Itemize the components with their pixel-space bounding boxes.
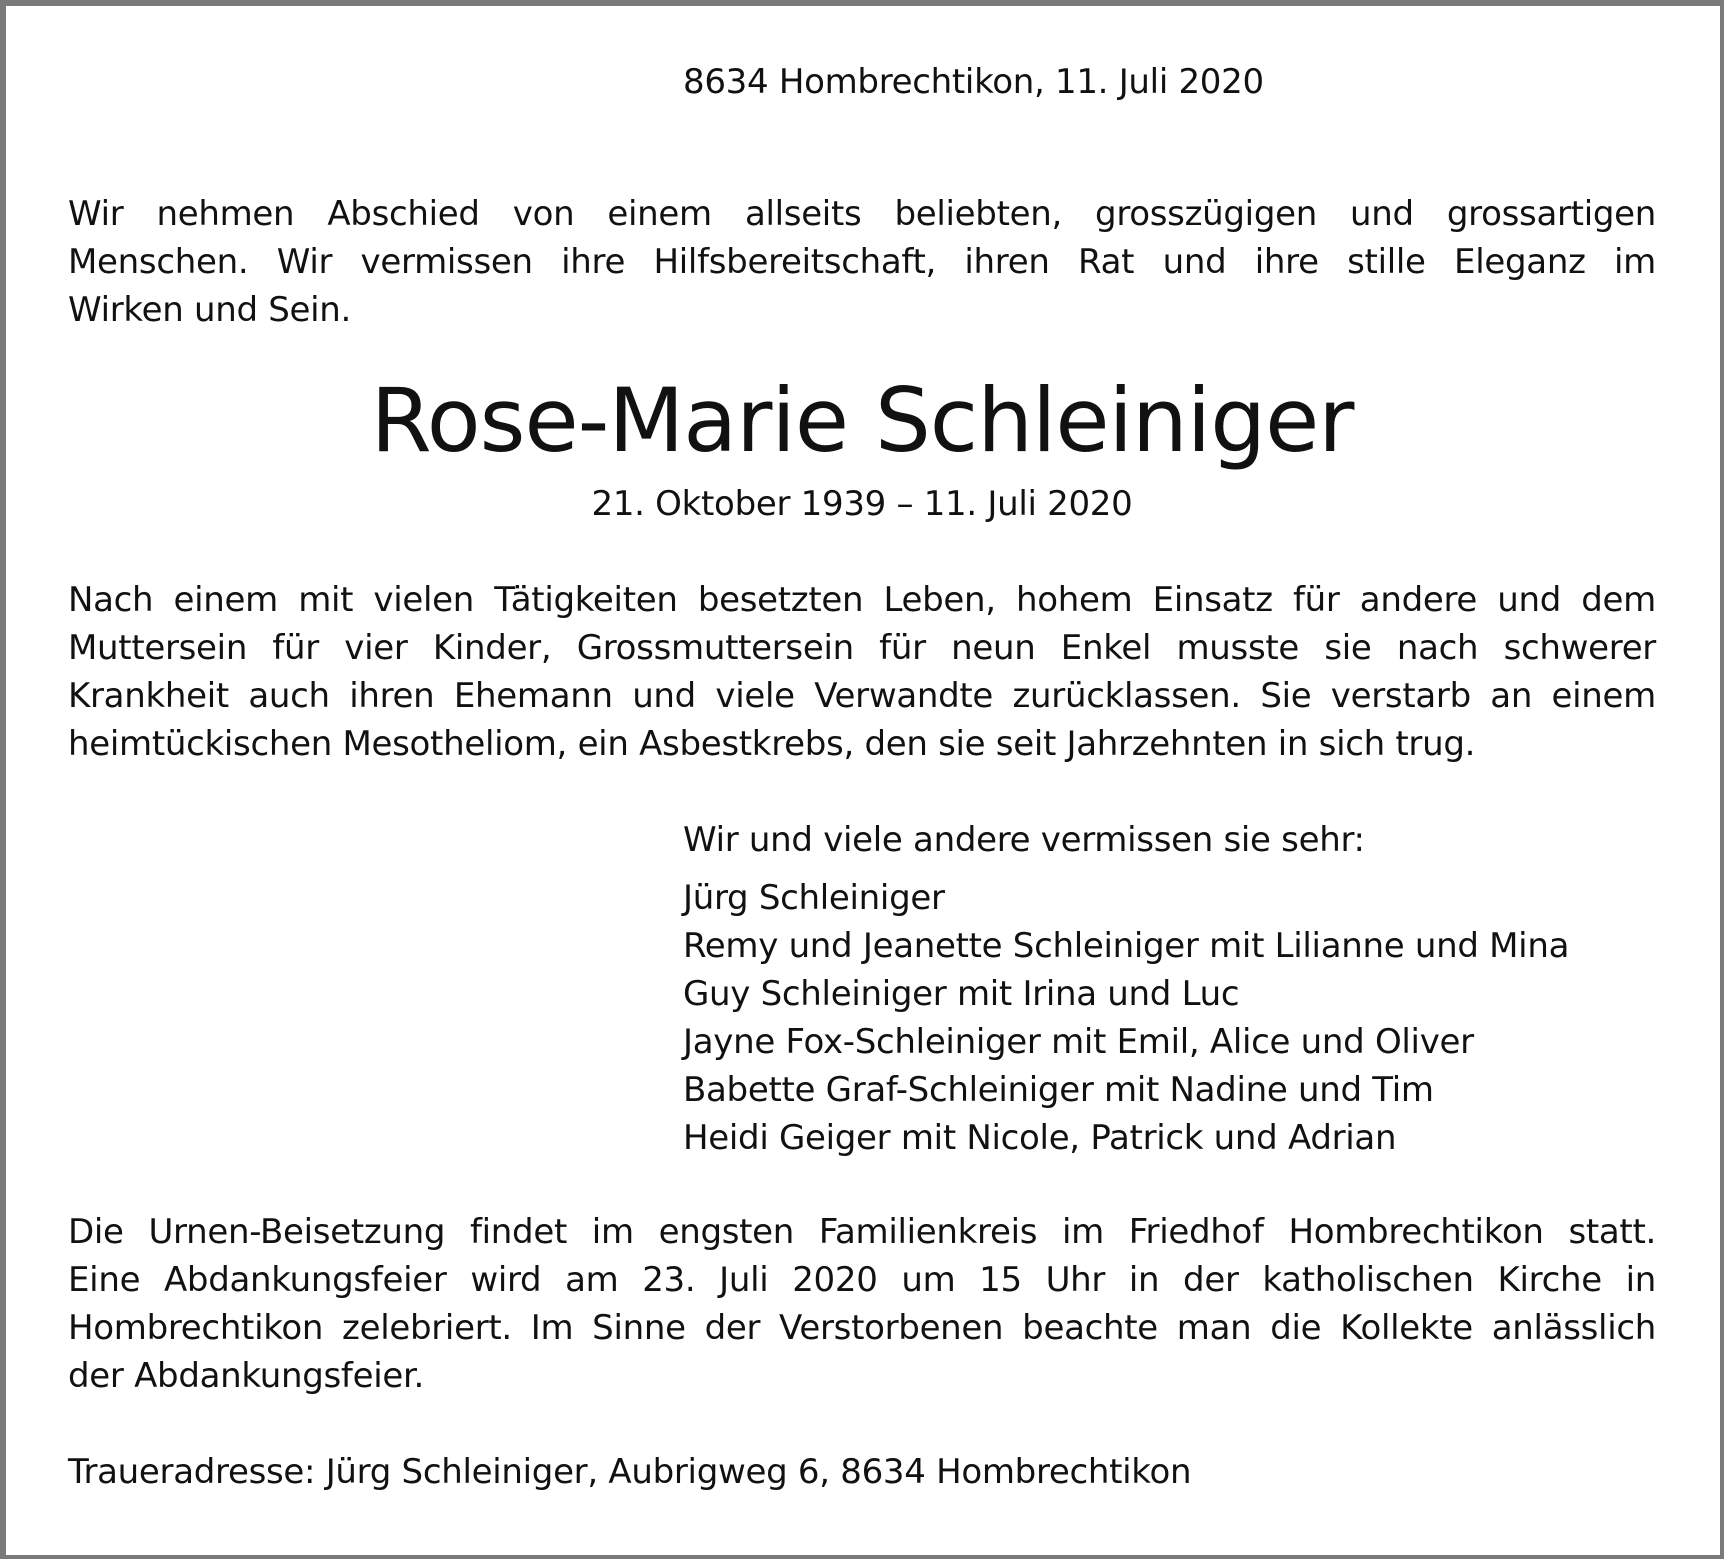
biography-line: heimtückischen Mesotheliom, ein Asbestkrebs, den sie seit Jahrzehnten in sich trug. xyxy=(68,724,1476,764)
mourner-name: Babette Graf-Schleiniger mit Nadine und Tim xyxy=(683,1070,1434,1110)
deceased-name: Rose-Marie Schleiniger xyxy=(370,369,1354,472)
ceremony-line: Eine Abdankungsfeier wird am 23. Juli 2020 um 15 Uhr in der katholischen Kirche in xyxy=(68,1260,1656,1300)
ceremony-line: Hombrechtikon zelebriert. Im Sinne der Verstorbenen beachte man die Kollekte anlässlich xyxy=(68,1308,1656,1348)
biography-line: Nach einem mit vielen Tätigkeiten besetzten Leben, hohem Einsatz für andere und dem xyxy=(68,580,1656,620)
biography-line: Muttersein für vier Kinder, Grossmuttersein für neun Enkel musste sie nach schwerer xyxy=(68,628,1656,668)
mourner-name: Jürg Schleiniger xyxy=(683,878,945,918)
biography-line: Krankheit auch ihren Ehemann und viele Verwandte zurücklassen. Sie verstarb an einem xyxy=(68,676,1656,716)
mourner-name: Jayne Fox-Schleiniger mit Emil, Alice und Oliver xyxy=(683,1022,1474,1062)
mourning-address: Traueradresse: Jürg Schleiniger, Aubrigweg 6, 8634 Hombrechtikon xyxy=(68,1452,1192,1492)
mourner-name: Heidi Geiger mit Nicole, Patrick und Adrian xyxy=(683,1118,1397,1158)
deceased-dates: 21. Oktober 1939 – 11. Juli 2020 xyxy=(591,484,1133,524)
intro-line: Wirken und Sein. xyxy=(68,290,352,330)
intro-line: Menschen. Wir vermissen ihre Hilfsbereitschaft, ihren Rat und ihre stille Eleganz im xyxy=(68,242,1656,282)
mourner-name: Guy Schleiniger mit Irina und Luc xyxy=(683,974,1240,1014)
ceremony-line: der Abdankungsfeier. xyxy=(68,1356,425,1396)
mourners-list xyxy=(683,816,1569,1162)
intro-line: Wir nehmen Abschied von einem allseits beliebten, grosszügigen und grossartigen xyxy=(68,194,1656,234)
place-date: 8634 Hombrechtikon, 11. Juli 2020 xyxy=(683,62,1264,102)
ceremony-line: Die Urnen-Beisetzung findet im engsten Familienkreis im Friedhof Hombrechtikon statt. xyxy=(68,1212,1656,1252)
mourners-heading: Wir und viele andere vermissen sie sehr: xyxy=(683,820,1365,860)
mourner-name: Remy und Jeanette Schleiniger mit Lilianne und Mina xyxy=(683,926,1570,966)
